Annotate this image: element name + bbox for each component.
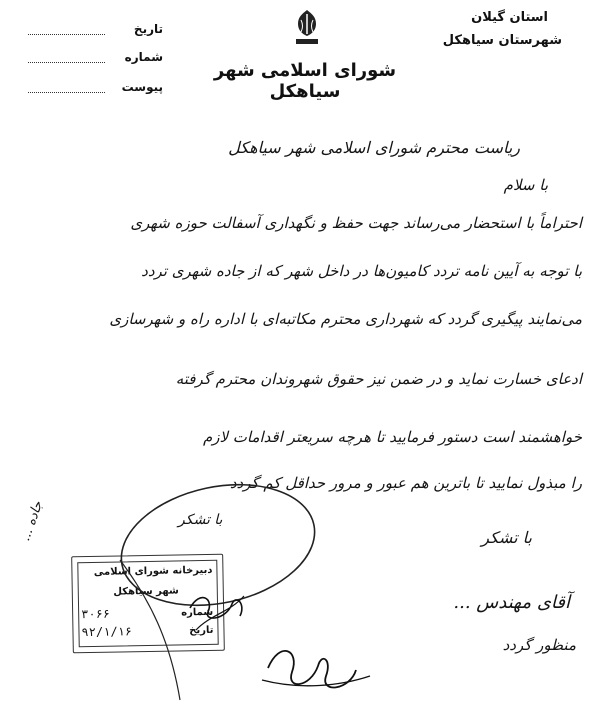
circled-note: با تشکر: [178, 512, 223, 528]
stamp-number-value: ۳۰۶۶: [81, 606, 111, 622]
number-label: شماره: [124, 50, 163, 64]
annotation-line-2: منظور گردد: [502, 636, 576, 654]
county-text: شهرستان سیاهکل: [442, 33, 562, 48]
stamp-city: شهر سیاهکل: [113, 585, 179, 598]
addressee: ریاست محترم شورای اسلامی شهر سیاهکل: [228, 138, 520, 157]
date-label: تاریخ: [133, 22, 163, 36]
greeting: با سلام: [503, 176, 548, 194]
body-line: ادعای خسارت نماید و در ضمن نیز حقوق شهروندان محترم گرفته: [175, 370, 582, 388]
body-line: را مبذول نمایید تا باترین هم عبور و مرور حداقل کم گردد: [229, 474, 582, 492]
body-line: با توجه به آیین نامه تردد کامیون‌ها در داخل شهر که از جاده شهری تردد: [141, 262, 582, 280]
annotation-line-1: آقای مهندس ...: [453, 592, 570, 613]
stamp-number-label: شماره: [181, 606, 214, 619]
body-line: احتراماً با استحضار می‌رساند جهت حفظ و نگهداری آسفالت حوزه شهری: [130, 214, 582, 232]
stamp-date-value: ۹۲/۱/۱۶: [81, 624, 133, 640]
stamp-date-label: تاریخ: [189, 624, 214, 637]
attachment-label: پیوست: [121, 80, 163, 94]
margin-note: جاده ...: [18, 499, 47, 544]
council-title: شورای اسلامی شهر سیاهکل: [213, 60, 397, 102]
closing-text: با تشکر: [481, 528, 532, 547]
body-line: خواهشمند است دستور فرمایید تا هرچه سریعتر اقدامات لازم: [202, 428, 582, 446]
stamp-title: دبیرخانه شورای اسلامی: [93, 564, 213, 578]
body-line: می‌نمایند پیگیری گردد که شهرداری محترم مکاتبه‌ای با اداره راه و شهرسازی: [109, 310, 582, 328]
signature-mark: [262, 651, 370, 688]
province-text: استان گیلان: [471, 10, 548, 25]
circle-annotation: [110, 468, 326, 622]
